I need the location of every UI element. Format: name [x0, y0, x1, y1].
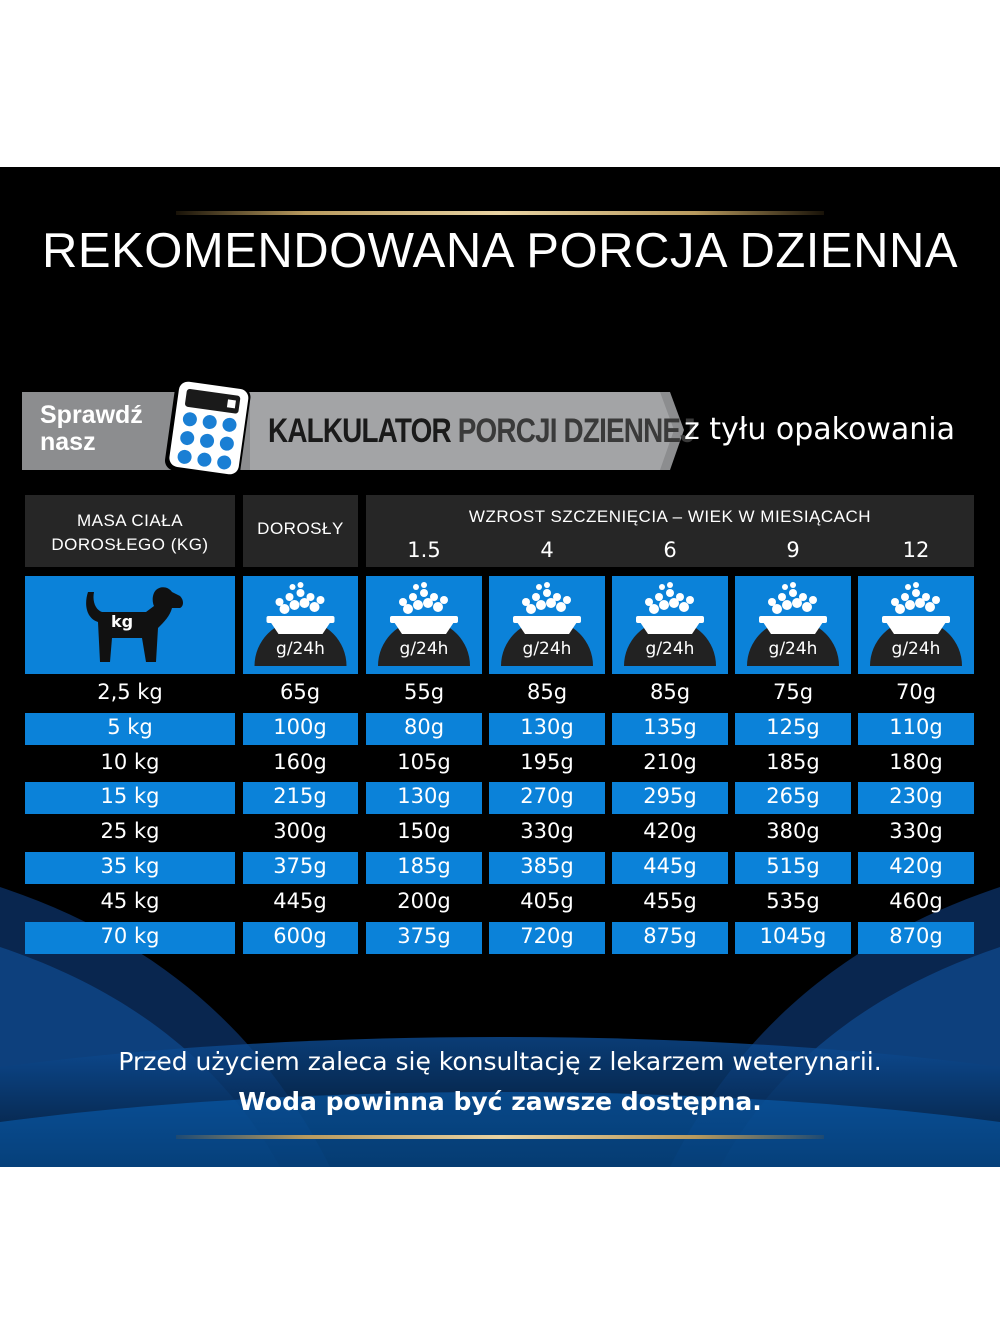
- bowl-icon-label: g/24h: [891, 639, 941, 659]
- bowl-icon-cell-4: [735, 576, 851, 674]
- table-cell-value: 1045g: [759, 923, 827, 948]
- table-cell-value: 125g: [766, 714, 820, 739]
- table-cell-value: 200g: [397, 888, 451, 913]
- dog-icon-cell: [25, 576, 235, 674]
- gold-divider-top: [176, 211, 824, 215]
- table-row-weight: 70 kg: [100, 923, 160, 948]
- table-cell-value: 385g: [520, 854, 574, 878]
- table-cell-value: 130g: [520, 714, 574, 739]
- table-row-weight: 5 kg: [107, 714, 153, 739]
- bowl-icon-label: g/24h: [645, 639, 695, 659]
- table-cell-value: 195g: [520, 749, 574, 774]
- info-panel: [0, 167, 1000, 1167]
- table-cell-value: 720g: [520, 923, 574, 948]
- table-cell-value: 75g: [772, 680, 814, 704]
- age-header-2: 6: [663, 538, 677, 562]
- header-weight: [25, 495, 235, 567]
- table-row-weight: 25 kg: [100, 819, 160, 844]
- table-row-weight: 15 kg: [100, 784, 160, 809]
- table-cell-value: 65g: [279, 680, 321, 704]
- table-cell-value: 55g: [403, 680, 445, 704]
- table-row-weight: 10 kg: [100, 749, 160, 774]
- bowl-icon-cell-5: [858, 576, 974, 674]
- banner-prefix: [40, 402, 180, 456]
- dog-icon-label: kg: [110, 612, 134, 631]
- table-cell-value: 180g: [889, 749, 943, 774]
- bowl-icon: [243, 576, 358, 674]
- banner-prefix-line2: nasz: [40, 428, 96, 456]
- age-header-4: 12: [902, 538, 930, 562]
- header-growth-label: WZROST SZCZENIĘCIA – WIEK W MIESIĄCACH: [468, 507, 872, 526]
- table-cell-value: 420g: [643, 819, 697, 844]
- table-cell-value: 270g: [520, 784, 574, 809]
- table-cell-value: 135g: [643, 714, 697, 739]
- table-cell-value: 875g: [643, 923, 697, 948]
- table-cell-value: 445g: [643, 854, 697, 878]
- table-cell-value: 185g: [397, 854, 451, 878]
- age-header-3: 9: [786, 538, 800, 562]
- table-cell-value: 535g: [766, 888, 820, 913]
- bowl-icon: [612, 576, 728, 674]
- table-cell-value: 210g: [643, 749, 697, 774]
- table-cell-value: 160g: [273, 749, 327, 774]
- header-weight-line2: DOROSŁEGO (KG): [51, 535, 209, 554]
- table-cell-value: 265g: [766, 784, 820, 809]
- table-cell-value: 870g: [889, 923, 943, 948]
- bowl-icon-cell-3: [612, 576, 728, 674]
- table-cell-value: 600g: [273, 923, 327, 948]
- banner-prefix-line1: Sprawdź: [40, 401, 143, 429]
- bowl-icon-label: g/24h: [768, 639, 818, 659]
- table-cell-value: 460g: [889, 888, 943, 913]
- table-cell-value: 515g: [766, 854, 820, 878]
- table-cell-value: 105g: [397, 749, 451, 774]
- table-cell-value: 445g: [273, 888, 327, 913]
- banner-calculator-title: [268, 412, 695, 451]
- table-cell-value: 85g: [649, 680, 691, 704]
- table-row-weight: 35 kg: [100, 854, 160, 878]
- banner-kalk-word1: KALKULATOR: [268, 412, 451, 450]
- table-cell-value: 330g: [520, 819, 574, 844]
- table-cell-value: 380g: [766, 819, 820, 844]
- table-cell-value: 150g: [397, 819, 451, 844]
- bowl-icon: [489, 576, 605, 674]
- bowl-icon-label: g/24h: [399, 639, 449, 659]
- bowl-icon-cell-0: [243, 576, 358, 674]
- table-cell-value: 185g: [766, 749, 820, 774]
- banner-suffix: z tyłu opakowania: [684, 412, 955, 447]
- table-cell-value: 215g: [273, 784, 327, 809]
- header-adult: DOROSŁY: [243, 495, 358, 567]
- table-cell-value: 375g: [273, 854, 327, 878]
- table-cell-value: 455g: [643, 888, 697, 913]
- bowl-icon-cell-1: [366, 576, 482, 674]
- bowl-icon: [858, 576, 974, 674]
- page-title: REKOMENDOWANA PORCJA DZIENNA: [41, 224, 959, 278]
- gold-divider-bottom: [176, 1135, 824, 1139]
- bowl-icon: [366, 576, 482, 674]
- table-row-weight: 2,5 kg: [97, 680, 163, 704]
- table-cell-value: 80g: [403, 714, 445, 739]
- bowl-icon-label: g/24h: [522, 639, 572, 659]
- table-cell-value: 295g: [643, 784, 697, 809]
- bowl-icon-label: g/24h: [276, 639, 325, 659]
- header-weight-line1: MASA CIAŁA: [76, 511, 184, 530]
- bowl-icon: [735, 576, 851, 674]
- table-cell-value: 300g: [273, 819, 327, 844]
- table-cell-value: 70g: [895, 680, 937, 704]
- table-cell-value: 420g: [889, 854, 943, 878]
- table-cell-value: 330g: [889, 819, 943, 844]
- footer-water-note: Woda powinna być zawsze dostępna.: [238, 1087, 762, 1116]
- table-cell-value: 110g: [889, 714, 943, 739]
- table-cell-value: 375g: [397, 923, 451, 948]
- table-row-weight: 45 kg: [100, 888, 160, 913]
- table-cell-value: 405g: [520, 888, 574, 913]
- table-cell-value: 230g: [889, 784, 943, 809]
- table-cell-value: 130g: [397, 784, 451, 809]
- age-header-0: 1.5: [407, 538, 441, 562]
- banner-kalk-word2: PORCJI DZIENNEJ: [457, 412, 695, 450]
- table-cell-value: 85g: [526, 680, 568, 704]
- footer-consult-note: Przed użyciem zaleca się konsultację z lekarzem weterynarii.: [118, 1047, 882, 1076]
- bowl-icon-cell-2: [489, 576, 605, 674]
- age-header-1: 4: [540, 538, 554, 562]
- table-cell-value: 100g: [273, 714, 327, 739]
